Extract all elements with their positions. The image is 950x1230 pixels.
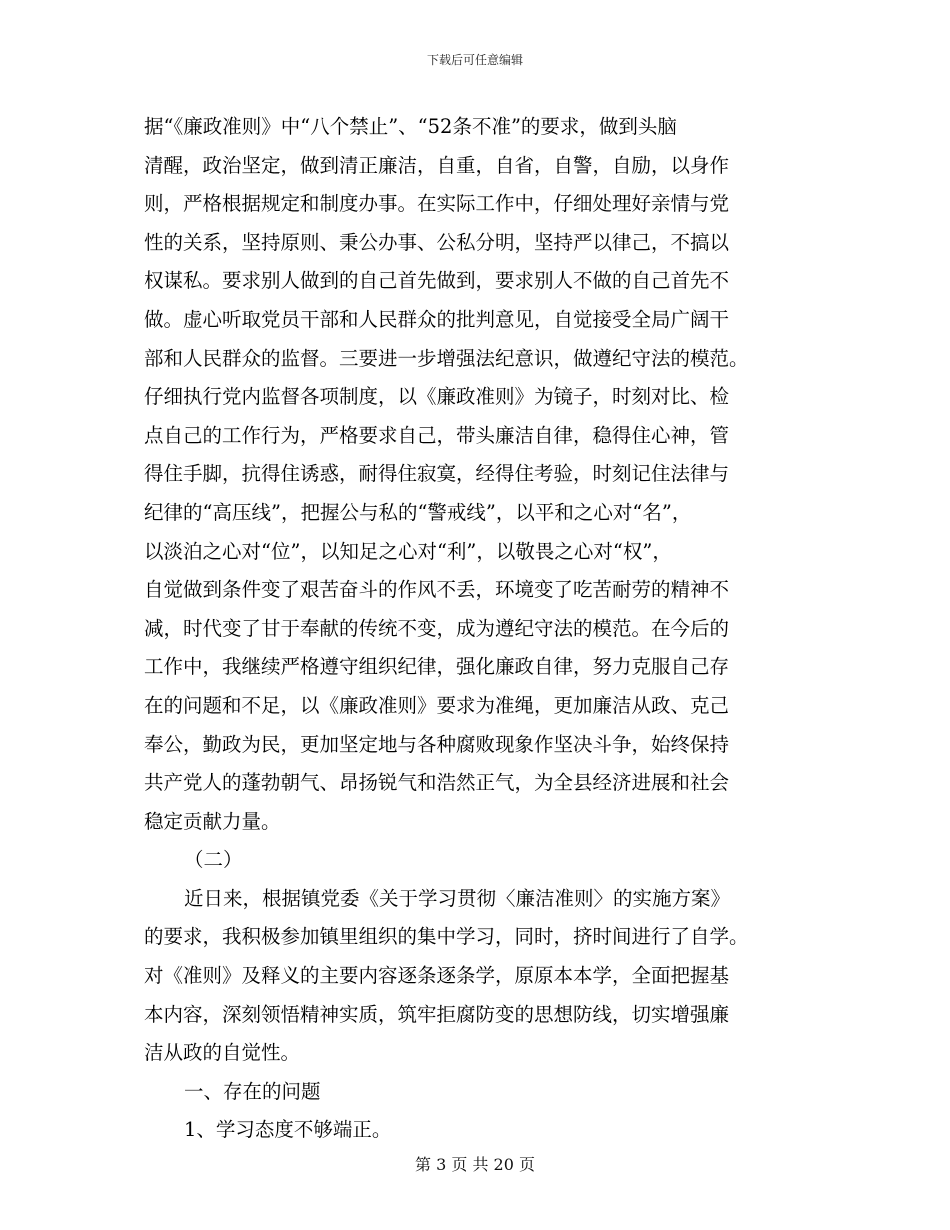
text-line: 共产党人的蓬勃朝气、昂扬锐气和浩然正气，为全县经济进展和社会 <box>144 771 730 795</box>
text-line: 稳定贡献力量。 <box>144 809 281 833</box>
text-line: 自觉做到条件变了艰苦奋斗的作风不丢，环境变了吃苦耐劳的精神不 <box>144 578 730 602</box>
text-line: 纪律的“高压线”，把握公与私的“警戒线”，以平和之心对“名”， <box>144 500 692 524</box>
text-line: 得住手脚，抗得住诱惑，耐得住寂寞，经得住考验，时刻记住法律与 <box>144 462 730 486</box>
paragraph-first-line: 近日来，根据镇党委《关于学习贯彻〈廉洁准则〉的实施方案》 <box>184 886 731 910</box>
text-line: 权谋私。要求别人做到的自己首先做到，要求别人不做的自己首先不 <box>144 269 730 293</box>
text-line: 部和人民群众的监督。三要进一步增强法纪意识，做遵纪守法的模范。 <box>144 346 749 370</box>
text-line: 奉公，勤政为民，更加坚定地与各种腐败现象作坚决斗争，始终保持 <box>144 732 730 756</box>
text-line: 做。虚心听取党员干部和人民群众的批判意见，自觉接受全局广阔干 <box>144 307 730 331</box>
text-line: 在的问题和不足，以《廉政准则》要求为准绳，更加廉洁从政、克己 <box>144 693 730 717</box>
page-number: 第 3 页 共 20 页 <box>415 1155 535 1174</box>
subsection-heading: 1、学习态度不够端正。 <box>184 1118 392 1142</box>
text-line: 以淡泊之心对“位”，以知足之心对“利”，以敬畏之心对“权”， <box>144 539 672 563</box>
section-heading: （二） <box>184 848 243 872</box>
text-line: 的要求，我积极参加镇里组织的集中学习，同时，挤时间进行了自学。 <box>144 925 749 949</box>
document-body <box>144 108 809 1150</box>
text-line: 洁从政的自觉性。 <box>144 1041 301 1065</box>
text-line: 减，时代变了甘于奉献的传统不变，成为遵纪守法的模范。在今后的 <box>144 616 730 640</box>
text-line: 对《准则》及释义的主要内容逐条逐条学，原原本本学，全面把握基 <box>144 964 730 988</box>
text-line: 据“《廉政准则》中“八个禁止”、“52条不准”的要求，做到头脑 <box>144 115 677 138</box>
text-line: 则，严格根据规定和制度办事。在实际工作中，仔细处理好亲情与党 <box>144 192 730 216</box>
section-heading: 一、存在的问题 <box>184 1079 321 1103</box>
text-line: 工作中，我继续严格遵守组织纪律，强化廉政自律，努力克服自己存 <box>144 655 730 679</box>
text-line: 清醒，政治坚定，做到清正廉洁，自重，自省，自警，自励，以身作 <box>144 153 730 177</box>
text-line: 仔细执行党内监督各项制度，以《廉政准则》为镜子，时刻对比、检 <box>144 385 730 409</box>
page-header: 下载后可任意编辑 <box>426 53 523 67</box>
text-line: 性的关系，坚持原则、秉公办事、公私分明，坚持严以律己，不搞以 <box>144 230 730 254</box>
text-line: 点自己的工作行为，严格要求自己，带头廉洁自律，稳得住心神，管 <box>144 423 730 447</box>
text-line: 本内容，深刻领悟精神实质，筑牢拒腐防变的思想防线，切实增强廉 <box>144 1002 730 1026</box>
